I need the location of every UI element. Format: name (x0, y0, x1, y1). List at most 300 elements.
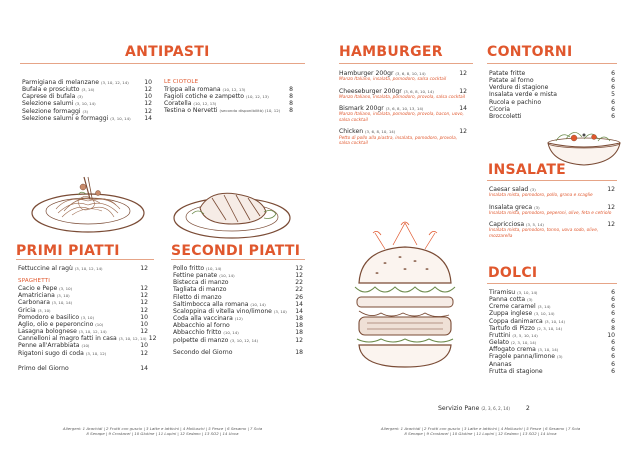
menu-item-name: Penne all'Arrabbiata (18, 342, 80, 350)
menu-item (173, 315, 303, 322)
menu-item-allergens: (3) (77, 94, 83, 100)
menu-item-row (18, 314, 148, 321)
menu-item-row (22, 79, 152, 86)
menu-item (22, 93, 152, 100)
antipasti-divider (20, 63, 305, 64)
menu-item-price: 12 (140, 285, 148, 293)
menu-item-price: 6 (611, 339, 615, 347)
menu-item (339, 70, 467, 83)
menu-item-price: 12 (295, 265, 303, 272)
hamburger-title: HAMBURGER (339, 44, 443, 60)
menu-item-name-wrap (22, 86, 94, 93)
insalate-list (489, 186, 615, 244)
menu-item-name-wrap (18, 314, 94, 321)
servizio-pane-price: 2 (525, 405, 530, 412)
menu-item-name: Cheeseburger 200gr (339, 87, 402, 95)
menu-item-name-wrap (164, 93, 269, 100)
menu-item-name-wrap (489, 77, 534, 84)
menu-item-name: Ananas (489, 360, 512, 368)
menu-item-price: 12 (607, 203, 615, 211)
menu-item-row (164, 100, 293, 107)
menu-item-row (173, 337, 303, 344)
menu-item-name-wrap (489, 361, 512, 368)
menu-item-name: Rigatoni sugo di coda (18, 349, 84, 357)
antipasti-list (22, 79, 152, 122)
menu-item-name: Fettine panate (173, 272, 218, 280)
menu-item-description: Manzo Italiano, insalata, pomodoro, provola, salsa cocktail (339, 94, 466, 100)
menu-item-row (173, 301, 303, 308)
menu-item-description: Insalata mista, pomodoro, pollo, grana e scaglie (489, 193, 593, 199)
menu-item-price: 6 (611, 367, 615, 375)
menu-item-price: 18 (295, 329, 303, 337)
menu-item-name: Coda alla vaccinara (173, 315, 233, 323)
menu-item-description: Insalata mista, pomodoro, tonno, uova sodo, olive, mozzarella (489, 228, 599, 239)
menu-item-price: 12 (140, 306, 148, 314)
menu-item-row (489, 310, 615, 317)
menu-item-name: Selezione salumi e formaggi (22, 114, 109, 122)
menu-item-name-wrap (164, 86, 245, 93)
menu-item-name-wrap (489, 353, 563, 360)
menu-item-row (489, 346, 615, 353)
menu-item-allergens: (3, 10) (273, 308, 287, 314)
hamburger-list (339, 70, 467, 152)
menu-item-name-wrap (18, 321, 103, 328)
menu-item-allergens: (10) (95, 321, 104, 327)
menu-item-price: 12 (140, 349, 148, 357)
menu-item-name-wrap (173, 308, 287, 315)
menu-item-price: 6 (611, 98, 615, 106)
menu-item-row (489, 296, 615, 303)
menu-item (22, 115, 152, 122)
menu-item-allergens: (3, 10, 12, 14) (230, 337, 259, 343)
menu-item-name: Bistecca di manzo (173, 279, 229, 287)
menu-item-name-wrap (22, 100, 96, 107)
menu-item-name: Cannelloni al magro fatti in casa (18, 335, 117, 343)
menu-item-row (22, 100, 152, 107)
menu-item-price: 10 (140, 320, 148, 328)
menu-item-row (164, 86, 293, 93)
menu-item (489, 296, 615, 303)
menu-item-price: 12 (459, 128, 467, 136)
menu-item (489, 84, 615, 91)
menu-item-name-wrap (489, 303, 551, 310)
menu-item-allergens: (3) (534, 204, 540, 210)
menu-item-name: Secondo del Giorno (173, 348, 233, 356)
menu-item-name-wrap (173, 322, 230, 329)
menu-item-price: 12 (607, 186, 615, 193)
menu-item-name-wrap (173, 272, 235, 279)
menu-item-name-wrap (22, 108, 88, 115)
menu-item-allergens: (3, 10, 12, 14) (118, 336, 147, 342)
menu-item-name-wrap (18, 265, 103, 272)
menu-item-allergens: (10, 14) (223, 330, 239, 336)
menu-item-allergens: (3) (82, 108, 89, 114)
menu-item-price: 22 (295, 279, 303, 287)
servizio-pane-label: Servizio Pane (438, 405, 480, 412)
menu-item (18, 292, 148, 299)
menu-item-row (489, 303, 615, 310)
menu-item (164, 107, 293, 114)
menu-item (489, 303, 615, 310)
menu-item (18, 265, 148, 272)
menu-item-price: 6 (611, 303, 615, 311)
menu-item-name-wrap (18, 292, 70, 299)
ciotole-section (164, 79, 293, 114)
menu-item-row (18, 350, 148, 357)
menu-item-row (18, 285, 148, 292)
menu-item (173, 294, 303, 301)
menu-item-allergens: (10) (81, 343, 90, 349)
menu-item-allergens: (3, 10, 14) (537, 347, 559, 353)
primo-giorno-list (18, 365, 148, 372)
menu-item-name-wrap (489, 339, 536, 346)
menu-item-price: 12 (148, 335, 157, 343)
menu-item-row (339, 128, 467, 135)
menu-item-price: 6 (611, 360, 615, 368)
menu-item-name-wrap (489, 332, 538, 339)
menu-item-name: Amatriciana (18, 292, 55, 300)
menu-item-allergens: (3, 10, 12, 14) (78, 329, 107, 335)
menu-item-name: Tagliata di manzo (173, 286, 227, 294)
menu-item-price: 14 (459, 105, 467, 113)
menu-item (164, 86, 293, 93)
menu-item-name: Primo del Giorno (18, 364, 69, 372)
ciotole-list (164, 86, 293, 115)
contorni-list (489, 70, 615, 120)
menu-item-row (489, 106, 615, 113)
menu-item-price: 12 (140, 328, 148, 336)
menu-item (489, 204, 615, 217)
menu-item-name: Scaloppina di vitella vino/limone (173, 307, 272, 315)
menu-item-name: Hamburger 200gr (339, 70, 394, 77)
menu-item-price: 6 (611, 105, 615, 113)
menu-item (173, 349, 303, 356)
menu-item-name-wrap (22, 115, 131, 122)
menu-item-name: Cicoria (489, 105, 510, 113)
menu-item-allergens: (3) (557, 354, 563, 360)
menu-item-name-wrap (489, 84, 548, 91)
menu-item-name: Creme caramel (489, 303, 536, 311)
menu-item-name: Fagioli cotiche e zampetto (164, 92, 245, 100)
menu-item (489, 361, 615, 368)
menu-item (489, 106, 615, 113)
menu-item-allergens: (10, 14) (219, 273, 235, 279)
menu-item (489, 346, 615, 353)
menu-item (173, 301, 303, 308)
menu-item-allergens: (3) (527, 297, 533, 303)
menu-item-row (173, 279, 303, 286)
menu-item-name: Rucola e pachino (489, 98, 542, 106)
allergens-line-1: Allergeni: 1 Arachidi | 2 Frutti con guscio | 3 Latte e latticini | 4 Molluschi | 5 Pesce | 6 Sesamo | 7 Soia (380, 426, 581, 431)
primi-list (18, 265, 148, 272)
menu-item-row (173, 272, 303, 279)
menu-item-row (489, 332, 615, 339)
menu-item-name: Verdure di stagione (489, 84, 549, 92)
menu-item-row (18, 335, 157, 343)
menu-item-name: Aglio, olio e peperoncino (18, 320, 94, 328)
allergens-line-1: Allergeni: 1 Arachidi | 2 Frutti con guscio | 3 Latte e latticini | 4 Molluschi | 5 Pesce | 6 Sesamo | 7 Soia (62, 426, 263, 431)
menu-item-row (18, 292, 148, 299)
menu-item-price: 8 (611, 324, 615, 332)
menu-item-price: 6 (611, 296, 615, 304)
menu-item-row (18, 365, 148, 372)
secondo-giorno-list (173, 349, 303, 356)
menu-item-name: Capricciosa (489, 221, 525, 229)
menu-item-name: polpette di manzo (173, 336, 229, 344)
allergens-line-2: 8 Senape | 9 Crostacei | 10 Glutine | 11 Lupini | 12 Sedano | 13 SO2 | 14 Uova (86, 431, 239, 437)
menu-item-row (489, 77, 615, 84)
menu-item (489, 289, 615, 296)
menu-item-name-wrap (164, 107, 280, 114)
menu-item (22, 100, 152, 107)
menu-item-name: Tiramisu (489, 289, 516, 296)
menu-item-row (489, 84, 615, 91)
menu-item-row (173, 265, 303, 272)
menu-item-allergens: (2, 3, 10, 14) (536, 325, 563, 331)
menu-item-name-wrap (22, 79, 129, 86)
menu-item-name-wrap (18, 335, 147, 342)
menu-item-name-wrap (164, 100, 216, 107)
menu-item-price: 18 (295, 315, 303, 323)
insalate-divider (487, 180, 617, 181)
menu-item-name: Frutta di stagione (489, 367, 543, 375)
menu-item-price: 6 (611, 84, 615, 92)
menu-item (18, 350, 148, 357)
secondi-list (173, 265, 303, 344)
spaghetti-label: SPAGHETTI (18, 278, 51, 285)
spaghetti-list (18, 285, 157, 357)
menu-item-price: 18 (295, 348, 303, 356)
menu-item-allergens: (3, 10, 14) (534, 311, 555, 317)
menu-item (489, 186, 615, 199)
menu-item-price: 8 (289, 92, 293, 100)
menu-item-allergens: (3, 10, 12, 14) (74, 266, 103, 271)
menu-item-name: Patate fritte (489, 70, 526, 77)
menu-item (173, 279, 303, 286)
menu-item-row (173, 349, 303, 356)
menu-item-price: 14 (144, 114, 152, 122)
menu-item-name: Trippa alla romana (164, 85, 221, 93)
menu-item-name-wrap (489, 296, 533, 303)
menu-item-name-wrap (489, 318, 565, 325)
menu-item-name-wrap (173, 265, 221, 272)
menu-item-row (489, 70, 615, 77)
menu-item-allergens: (10, 12, 13) (245, 93, 269, 99)
menu-item-price: 12 (295, 272, 303, 280)
menu-item-name: Bufala e prosciutto (22, 86, 80, 94)
menu-item-description: Manzo Italiano, insalata, pomodoro, provola, bacon, uovo, salsa cocktail (339, 112, 464, 123)
menu-item-description: Petto di pollo alla piastra, insalata, pomodoro, provola, salsa cocktail (339, 135, 458, 147)
menu-item-name: Parmigiana di melanzane (22, 79, 100, 86)
menu-item (173, 322, 303, 329)
menu-item-description: Manzo Italiano, insalata, pomodoro, salsa cocktail (339, 77, 447, 83)
dolci-list (489, 289, 615, 375)
menu-item-name: Coratella (164, 99, 192, 107)
menu-item-row (164, 107, 293, 114)
spaghetti-plate-illustration (28, 173, 148, 235)
menu-item (173, 308, 303, 315)
menu-item-name: Insalata verde e mista (489, 91, 557, 99)
menu-item-allergens: (10, 14) (206, 266, 222, 271)
menu-item-allergens: (3, 10, 12, 14) (100, 80, 129, 85)
menu-item (173, 272, 303, 279)
menu-item-name-wrap (489, 113, 522, 120)
menu-item-row (18, 328, 148, 335)
menu-item-name-wrap (489, 325, 562, 332)
menu-item-price: 14 (140, 364, 148, 372)
menu-item-name: Pomodoro e basilico (18, 313, 80, 321)
menu-item-allergens: (3, 6, 8, 10, 14) (395, 71, 426, 76)
menu-item-price: 12 (140, 265, 148, 272)
menu-item-price: 8 (289, 106, 293, 114)
antipasti-title: ANTIPASTI (125, 44, 210, 60)
menu-item-name: Selezione salumi (22, 100, 74, 108)
menu-item-price: 10 (144, 93, 152, 101)
menu-item (18, 314, 148, 321)
menu-item (489, 332, 615, 339)
menu-item-row (18, 299, 148, 306)
menu-item (489, 77, 615, 84)
menu-item-name: Patate al forno (489, 77, 534, 85)
servizio-pane-allergens: (2, 3, 6, 2, 14) (481, 406, 510, 411)
menu-item-name-wrap (173, 286, 226, 293)
menu-item (173, 337, 303, 344)
menu-item-row (489, 113, 615, 120)
menu-item-allergens: (secondo disponibilità) (10, 12) (219, 107, 281, 113)
menu-item-allergens: (3, 10) (59, 286, 73, 292)
menu-item-row (173, 315, 303, 322)
menu-item-price: 12 (607, 221, 615, 229)
menu-item-row (489, 204, 615, 211)
allergens-footer-right (338, 426, 623, 437)
menu-item-price: 10 (144, 79, 152, 86)
contorni-divider (487, 63, 617, 64)
menu-item-name-wrap (489, 70, 525, 77)
menu-item-name-wrap (22, 93, 83, 100)
menu-item (18, 342, 148, 349)
menu-item-allergens: (3, 14) (81, 87, 95, 93)
menu-item-row (489, 318, 615, 325)
menu-item-name: Gricia (18, 306, 36, 314)
menu-item-row (339, 88, 467, 95)
menu-item-name-wrap (173, 315, 243, 322)
menu-item-price: 10 (140, 342, 148, 350)
menu-item-price: 6 (611, 346, 615, 354)
menu-item-name: Filetto di manzo (173, 293, 222, 301)
menu-item-name-wrap (489, 204, 540, 211)
menu-item (18, 285, 148, 292)
menu-item (164, 100, 293, 107)
menu-item (489, 310, 615, 317)
secondi-divider (171, 259, 305, 260)
menu-item-row (489, 99, 615, 106)
menu-item-price: 22 (295, 286, 303, 294)
menu-item-name-wrap (173, 337, 258, 344)
menu-item-name: Insalata greca (489, 203, 533, 211)
menu-item-name: Testina o Nervetti (164, 106, 218, 114)
menu-item-allergens: (3, 6, 8, 10, 14) (403, 88, 434, 94)
menu-item-allergens: (3, 10, 14) (544, 318, 565, 324)
menu-item-price: 12 (144, 86, 152, 94)
menu-item-name: Abbacchio fritto (173, 329, 222, 337)
menu-item-price: 12 (295, 336, 303, 344)
menu-item-name-wrap (339, 88, 434, 95)
menu-item-allergens: (10, 14) (250, 301, 266, 307)
ciotole-label: LE CIOTOLE (164, 79, 199, 85)
menu-item-allergens: (3, 10, 12) (85, 350, 107, 356)
menu-item-price: 26 (295, 293, 303, 301)
menu-item (339, 88, 467, 101)
menu-item-row (489, 325, 615, 332)
menu-item-row (18, 307, 148, 314)
menu-item (489, 325, 615, 332)
menu-item-row (489, 368, 615, 375)
menu-item-name-wrap (489, 289, 537, 296)
menu-item-price: 12 (459, 87, 467, 95)
menu-item (489, 318, 615, 325)
menu-item-price: 6 (611, 289, 615, 296)
menu-item-price: 6 (611, 70, 615, 77)
menu-item (489, 91, 615, 98)
menu-item-name-wrap (339, 128, 395, 135)
menu-item-name: Tartufo di Pizzo (489, 324, 535, 332)
menu-item-name-wrap (173, 329, 239, 336)
menu-item-name-wrap (18, 285, 72, 292)
menu-item-name-wrap (18, 365, 69, 372)
menu-item-price: 12 (140, 299, 148, 307)
menu-item-price: 6 (611, 353, 615, 361)
menu-item-allergens: (2, 3, 10, 14) (510, 340, 537, 346)
menu-item-row (489, 361, 615, 368)
menu-item-price: 10 (140, 313, 148, 321)
menu-item (489, 99, 615, 106)
menu-item-name: Fettuccine al ragù (18, 265, 73, 272)
menu-item (339, 128, 467, 146)
allergens-footer-left (20, 426, 305, 437)
menu-item-row (173, 329, 303, 336)
menu-item (489, 368, 615, 375)
menu-item-row (489, 353, 615, 360)
menu-item (22, 79, 152, 86)
menu-item (18, 307, 148, 314)
menu-item-price: 8 (289, 85, 293, 93)
menu-item-name-wrap (489, 346, 558, 353)
menu-item-name-wrap (18, 328, 107, 335)
menu-item-name-wrap (18, 307, 51, 314)
menu-item (164, 93, 293, 100)
menu-item-name: Selezione formaggi (22, 107, 81, 115)
menu-item-allergens: (3, 5, 14) (526, 222, 544, 228)
menu-item-name: Zuppa inglese (489, 310, 533, 318)
menu-item-row (22, 108, 152, 115)
primi-divider (16, 259, 154, 260)
menu-item-name-wrap (489, 91, 557, 98)
menu-item-name: Caprese di bufala (22, 93, 76, 101)
menu-item-name-wrap (489, 310, 555, 317)
menu-item-price: 6 (611, 77, 615, 85)
steak-plate-illustration (170, 182, 296, 240)
menu-item-price: 8 (289, 99, 293, 107)
menu-item-price: 12 (144, 107, 152, 115)
menu-item (173, 286, 303, 293)
menu-item-name-wrap (489, 99, 541, 106)
menu-item (22, 86, 152, 93)
menu-item-price: 6 (611, 317, 615, 325)
menu-item-name-wrap (173, 279, 229, 286)
contorni-title: CONTORNI (487, 44, 573, 60)
dolci-divider (487, 283, 617, 284)
menu-item-allergens: (3, 10, 14) (517, 290, 538, 295)
